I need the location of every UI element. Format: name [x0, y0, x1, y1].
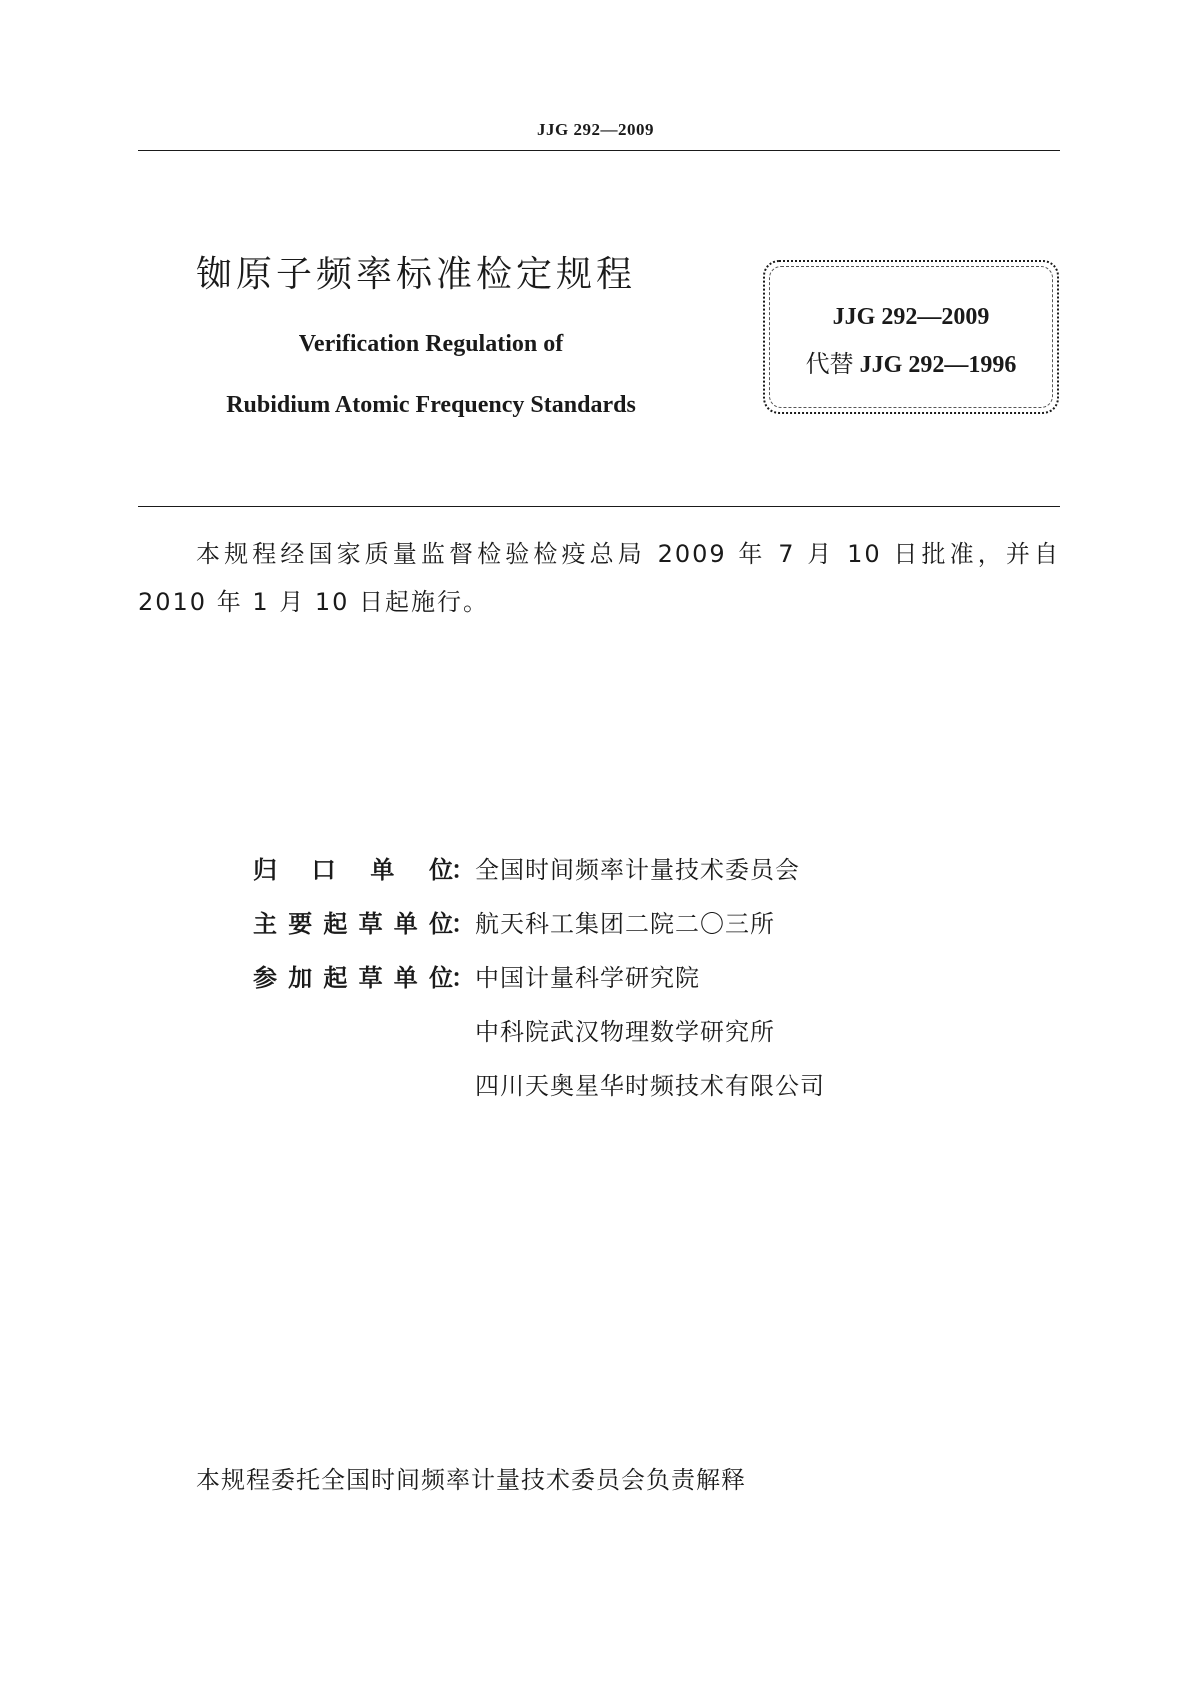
regulation-code-box	[763, 260, 1059, 414]
title-chinese: 铷原子频率标准检定规程	[196, 254, 637, 295]
org-value: 航天科工集团二院二〇三所	[475, 910, 775, 938]
org-value: 全国时间频率计量技术委员会	[475, 856, 800, 884]
org-value: 四川天奥星华时频技术有限公司	[475, 1072, 825, 1100]
org-label: 主要起草单位	[253, 910, 453, 938]
org-colon: ：	[451, 910, 475, 938]
org-label: 归口单位	[253, 856, 453, 884]
running-head: JJG 292—2009	[537, 120, 654, 139]
interpretation-note: 本规程委托全国时间频率计量技术委员会负责解释	[196, 1466, 746, 1494]
title-english-line-2: Rubidium Atomic Frequency Standards	[226, 392, 636, 418]
org-label: 参加起草单位	[253, 964, 453, 992]
org-colon: ：	[451, 856, 475, 884]
regulation-code: JJG 292—2009	[832, 304, 990, 330]
org-value: 中国计量科学研究院	[475, 964, 700, 992]
replaces-prefix: 代替	[805, 350, 854, 378]
code-box-decorative-frame	[769, 266, 1053, 408]
replaces-code: JJG 292—1996	[859, 352, 1017, 378]
org-colon: ：	[451, 964, 475, 992]
replaces-line	[765, 344, 1057, 379]
approval-statement: 本规程经国家质量监督检验检疫总局 2009 年 7 月 10 日批准，并自 2010 年 1 月 10 日起施行。	[138, 540, 1060, 616]
title-english-line-1: Verification Regulation of	[298, 331, 564, 357]
section-rule	[138, 506, 1060, 507]
org-value: 中科院武汉物理数学研究所	[475, 1018, 775, 1046]
header-rule	[138, 150, 1060, 151]
